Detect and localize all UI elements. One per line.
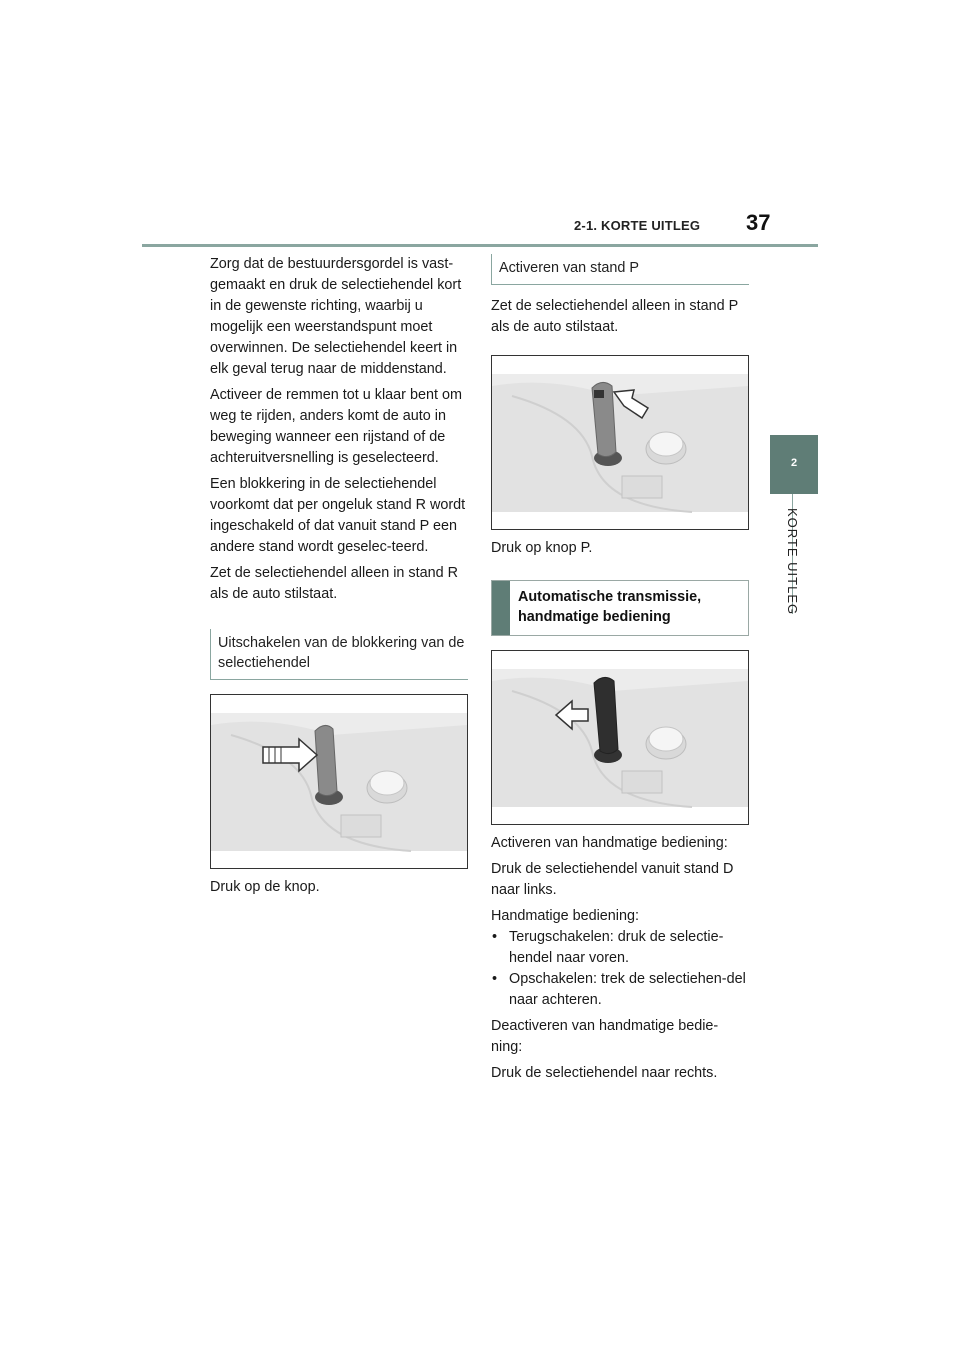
figure-caption: Druk op knop P. (491, 540, 593, 556)
paragraph: Zet de selectiehendel alleen in stand R als de auto stilstaat. (210, 565, 458, 602)
subheading-manual (491, 580, 749, 636)
paragraph: Een blokkering in de selectiehendel voorkomt dat per ongeluk stand R wordt ingeschakeld of dat vanuit stand P een andere stand wordt geselec-teerd. (210, 476, 466, 555)
gear-lever-illustration (492, 356, 748, 529)
paragraph: Zet de selectiehendel alleen in stand P als de auto stilstaat. (491, 298, 738, 335)
subheading-unlock: Uitschakelen van de blokkering van de selectiehendel (210, 629, 468, 680)
chapter-number: 2 (790, 457, 798, 469)
page-number: 37 (746, 210, 771, 235)
paragraph: Deactiveren van handmatige bedie-ning: (491, 1018, 719, 1055)
subheading-accent-bar (492, 581, 510, 635)
figure-manual-mode (491, 650, 749, 825)
gear-lever-illustration (492, 651, 748, 824)
chapter-tab (770, 435, 818, 494)
gear-lever-illustration (211, 695, 467, 868)
left-column (210, 254, 468, 903)
subheading-park: Activeren van stand P (491, 254, 749, 285)
list-item: • Terugschakelen: druk de selectie-hendel naar voren. (491, 927, 749, 969)
subheading-manual-text: Automatische transmissie, handmatige bediening (518, 589, 702, 625)
paragraph: Handmatige bediening: (491, 908, 640, 924)
list-item: • Opschakelen: trek de selectiehen-del naar achteren. (491, 969, 749, 1011)
figure-caption: Druk op de knop. (210, 879, 320, 895)
right-column (491, 254, 749, 1089)
paragraph: Druk de selectiehendel naar rechts. (491, 1065, 718, 1081)
header-rule (142, 244, 818, 247)
figure-release-button (210, 694, 468, 869)
section-title: 2-1. KORTE UITLEG (574, 218, 701, 233)
bullet-list (491, 927, 749, 1011)
chapter-label: KORTE UITLEG (785, 508, 800, 616)
paragraph: Druk de selectiehendel vanuit stand D naar links. (491, 861, 734, 898)
paragraph: Activeer de remmen tot u klaar bent om weg te rijden, anders komt de auto in beweging wanneer een rijstand of de achteruitversnelling is geselecteerd. (210, 387, 462, 466)
paragraph: Zorg dat de bestuurdersgordel is vast-gemaakt en druk de selectiehendel kort in de gewenste richting, waarbij u mogelijk een weerstandspunt moet overwinnen. De selectiehendel keert in elk geval terug naar de middenstand. (210, 256, 462, 377)
figure-park-button (491, 355, 749, 530)
paragraph: Activeren van handmatige bediening: (491, 835, 728, 851)
